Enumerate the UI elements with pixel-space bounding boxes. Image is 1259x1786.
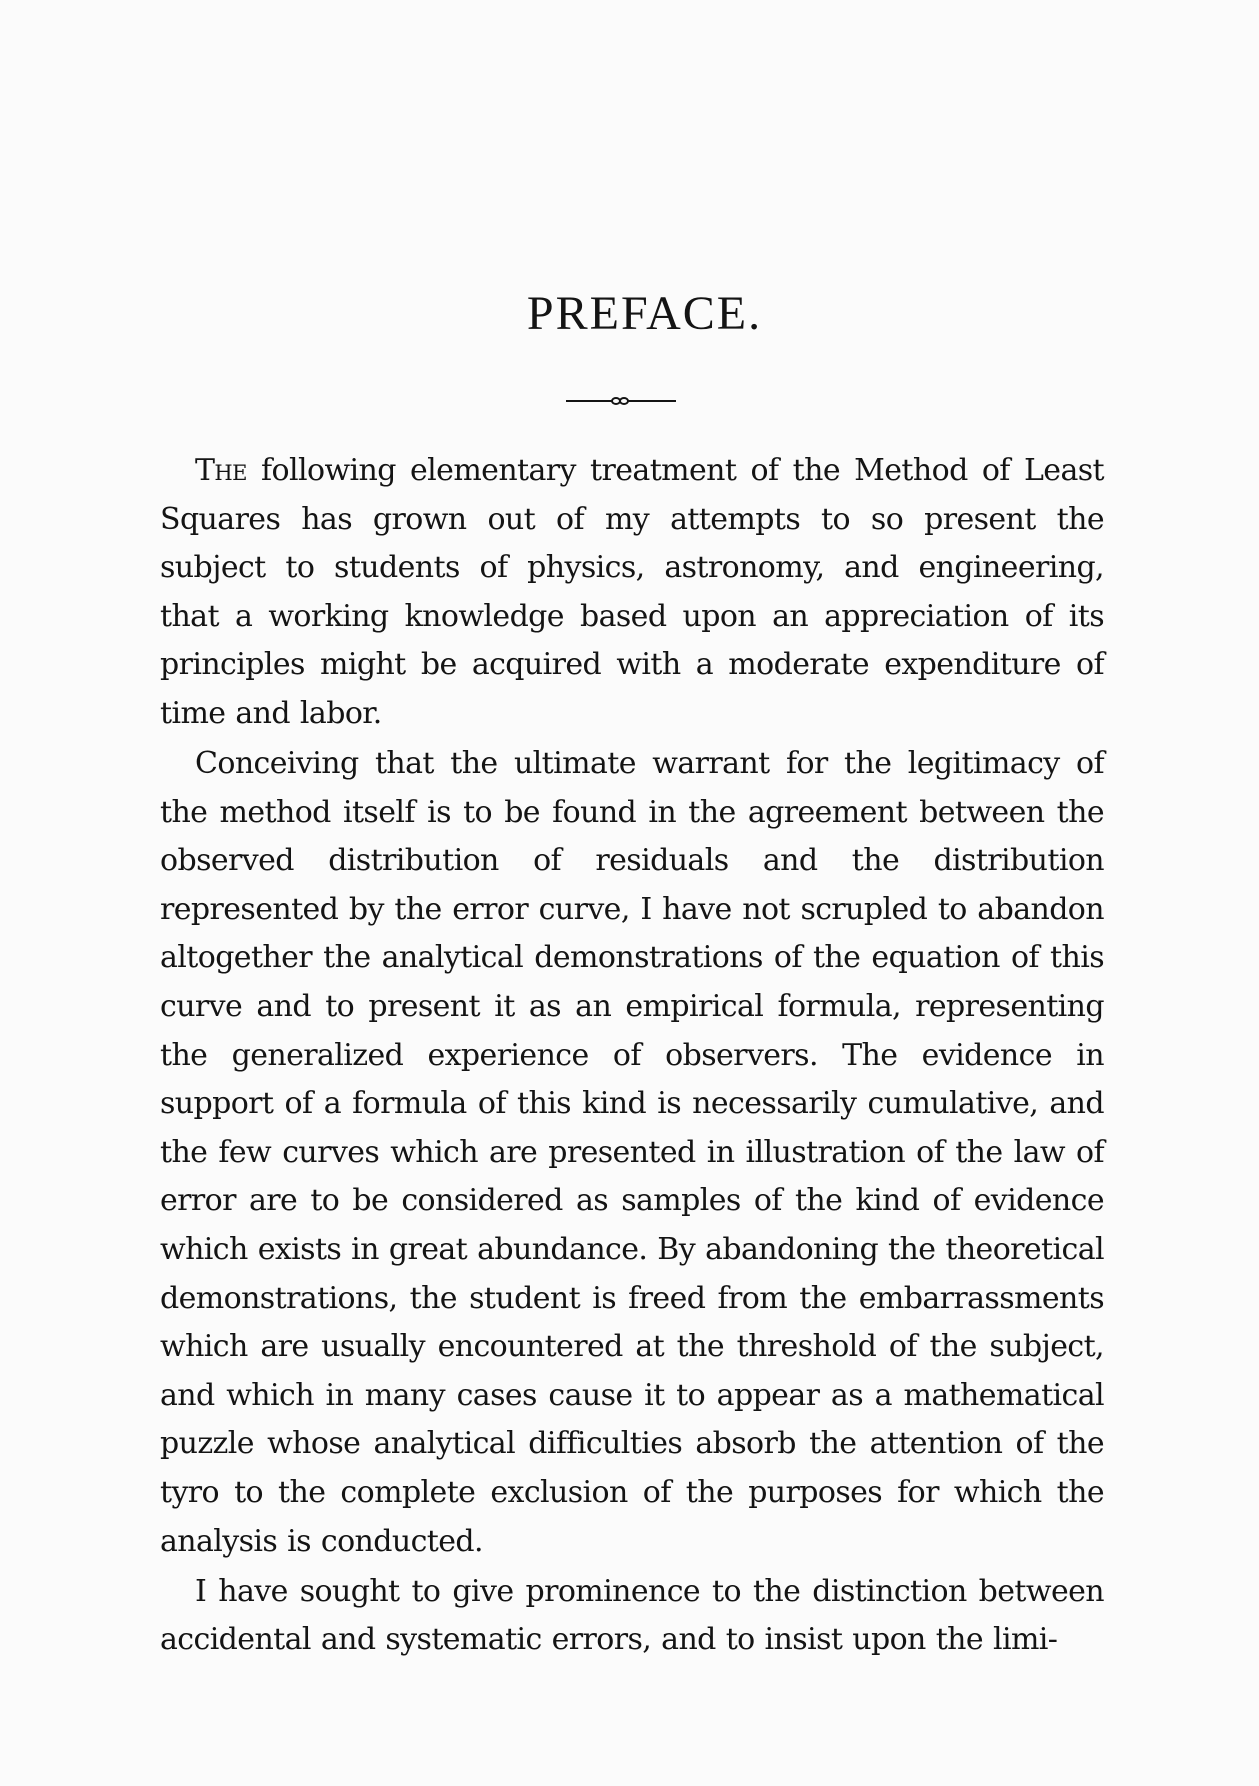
paragraph-2: Conceiving that the ultimate warrant for the legitimacy of the method itself is to be found in the agreement between the observed distribution of residuals and the distribution represented by the error curve, I have not scrupled to abandon altogether the analytical demonstrations of the equation of this curve and to present it as an empirical formula, representing the generalized experience of observers. The evidence in support of a formula of this kind is necessarily cumulative, and the few curves which are presented in illustration of the law of error are to be considered as samples of the kind of evidence which exists in great abundance. By abandoning the theoretical demonstrations, the student is freed from the embarrassments which are usually encountered at the threshold of the subject, and which in many cases cause it to appear as a mathematical puzzle whose analytical difficulties absorb the attention of the tyro to the complete exclusion of the purposes for which the analysis is conducted.	[160, 746, 1104, 1559]
preface-body	[160, 447, 1104, 1666]
paragraph-1	[160, 447, 1104, 739]
paragraph-1-text: following elementary treatment of the Method of Least Squares has grown out of my attempts to so present the subject to students of physics, astronomy, and engineering, that a working knowledge based upon an appreciation of its principles might be acquired with a moderate expenditure of time and labor.	[160, 453, 1104, 731]
page-title: PREFACE.	[526, 287, 763, 340]
paragraph-lead-word: The	[195, 453, 247, 488]
ornament-divider	[560, 390, 680, 410]
paragraph-3: I have sought to give prominence to the distinction between accidental and systematic errors, and to insist upon the limi-	[160, 1573, 1104, 1658]
